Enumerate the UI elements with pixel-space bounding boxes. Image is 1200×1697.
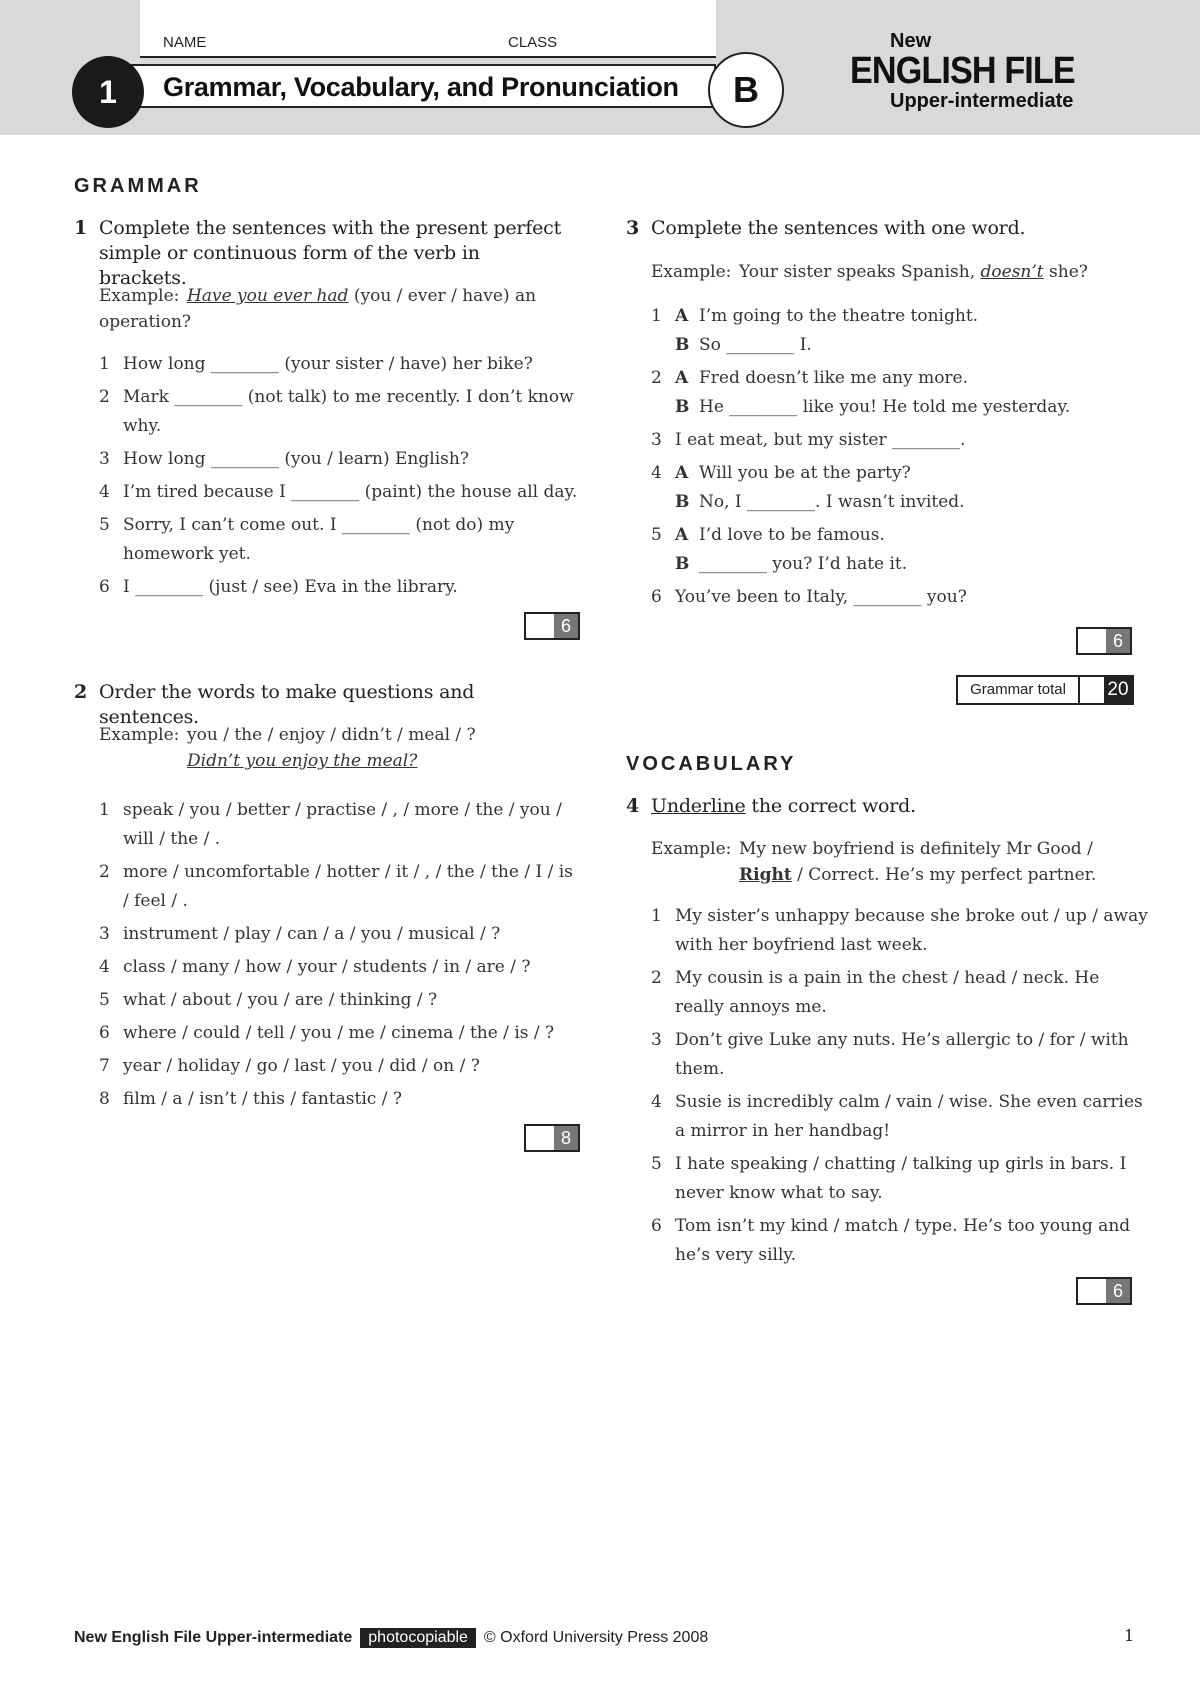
dialogue-text: So ________ I. bbox=[699, 335, 812, 355]
grammar-total-blank[interactable] bbox=[1080, 677, 1104, 703]
item-text: what / about / you / are / thinking / ? bbox=[123, 990, 438, 1010]
item-text: where / could / tell / you / me / cinema / the / is / ? bbox=[123, 1023, 555, 1043]
ex1-number: 1 bbox=[74, 217, 88, 239]
footer-book: New English File Upper-intermediate bbox=[74, 1629, 353, 1646]
footer bbox=[74, 1628, 708, 1648]
list-item bbox=[99, 383, 579, 441]
item-text: Susie is incredibly calm / vain / wise. She even carries a mirror in her handbag! bbox=[675, 1092, 1143, 1141]
ex1-example-answer: Have you ever had bbox=[187, 286, 349, 306]
item-number: 7 bbox=[99, 1056, 110, 1076]
item-number: 6 bbox=[99, 577, 110, 597]
item-number: 8 bbox=[99, 1089, 110, 1109]
item-number: 5 bbox=[99, 515, 110, 535]
item-number: 3 bbox=[99, 449, 110, 469]
speaker-b: B bbox=[675, 492, 690, 512]
item-number: 2 bbox=[651, 968, 662, 988]
class-label: CLASS bbox=[508, 34, 558, 51]
ex1-score-box[interactable] bbox=[524, 612, 580, 640]
item-text: I’m tired because I ________ (paint) the house all day. bbox=[123, 482, 578, 502]
item-text: You’ve been to Italy, ________ you? bbox=[675, 587, 967, 607]
ex4-instruction bbox=[626, 794, 1151, 819]
item-number: 3 bbox=[651, 1030, 662, 1050]
list-item bbox=[651, 902, 1151, 960]
ex2-score-box[interactable] bbox=[524, 1124, 580, 1152]
ex2-example bbox=[99, 722, 579, 774]
grammar-total-label: Grammar total bbox=[958, 677, 1080, 703]
name-line bbox=[140, 56, 716, 58]
item-text: Tom isn’t my kind / match / type. He’s too young and he’s very silly. bbox=[675, 1216, 1131, 1265]
item-text: Sorry, I can’t come out. I ________ (not do) my homework yet. bbox=[123, 515, 515, 564]
dialogue-line-b bbox=[675, 550, 1151, 579]
list-item bbox=[651, 364, 1151, 422]
list-item bbox=[651, 1088, 1151, 1146]
list-item bbox=[651, 1212, 1151, 1270]
ex2-example-label: Example: bbox=[99, 725, 180, 745]
grammar-heading: GRAMMAR bbox=[74, 175, 202, 197]
item-text: speak / you / better / practise / , / more / the / you / will / the / . bbox=[123, 800, 562, 849]
item-number: 3 bbox=[651, 430, 662, 450]
ex3-instruction bbox=[626, 216, 1151, 241]
ex3-score-box[interactable] bbox=[1076, 627, 1132, 655]
list-item bbox=[651, 521, 1151, 579]
item-text: Mark ________ (not talk) to me recently. I don’t know why. bbox=[123, 387, 574, 436]
list-item bbox=[99, 445, 579, 474]
item-number: 4 bbox=[651, 463, 662, 483]
dialogue-line-a bbox=[675, 459, 1151, 488]
list-item bbox=[99, 858, 579, 916]
ex3-items bbox=[651, 302, 1151, 616]
footer-copyright: © Oxford University Press 2008 bbox=[483, 1629, 709, 1646]
ex3-example-label: Example: bbox=[651, 262, 732, 282]
dialogue-line-b bbox=[675, 393, 1151, 422]
item-number: 5 bbox=[651, 1154, 662, 1174]
list-item bbox=[99, 573, 579, 602]
test-version-badge: B bbox=[708, 52, 784, 128]
speaker-a: A bbox=[675, 368, 689, 388]
dialogue-text: No, I ________. I wasn’t invited. bbox=[699, 492, 965, 512]
list-item bbox=[651, 459, 1151, 517]
ex3-example bbox=[651, 259, 1151, 285]
ex1-instruction bbox=[74, 216, 569, 291]
list-item bbox=[651, 426, 1151, 455]
dialogue-line-a bbox=[675, 302, 1151, 331]
dialogue-line-a bbox=[675, 364, 1151, 393]
list-item bbox=[99, 1019, 579, 1048]
dialogue-text: I’d love to be famous. bbox=[699, 525, 885, 545]
ex4-example-line2: / Correct. He’s my perfect partner. bbox=[791, 865, 1097, 885]
ex1-example-label: Example: bbox=[99, 286, 180, 306]
ex2-items bbox=[99, 796, 579, 1118]
grammar-total-score: 20 bbox=[1104, 677, 1132, 703]
dialogue-line-a bbox=[675, 521, 1151, 550]
list-item bbox=[651, 302, 1151, 360]
page-number: 1 bbox=[1124, 1626, 1135, 1645]
ex4-score-box[interactable] bbox=[1076, 1277, 1132, 1305]
list-item bbox=[99, 1085, 579, 1114]
ex3-instruction-text: Complete the sentences with one word. bbox=[651, 217, 1026, 239]
dialogue-text: Will you be at the party? bbox=[699, 463, 911, 483]
item-text: Don’t give Luke any nuts. He’s allergic to / for / with them. bbox=[675, 1030, 1129, 1079]
item-number: 2 bbox=[651, 368, 662, 388]
item-number: 5 bbox=[651, 525, 662, 545]
item-text: How long ________ (you / learn) English? bbox=[123, 449, 469, 469]
list-item bbox=[651, 1150, 1151, 1208]
brand-line2: ENGLISH FILE bbox=[850, 50, 1075, 92]
ex4-example-answer: Right bbox=[739, 865, 792, 885]
ex1-score: 6 bbox=[554, 614, 578, 638]
ex3-example-after: she? bbox=[1043, 262, 1088, 282]
item-number: 6 bbox=[651, 1216, 662, 1236]
item-number: 1 bbox=[651, 306, 662, 326]
grammar-total-box bbox=[956, 675, 1134, 705]
name-class-field bbox=[140, 0, 716, 56]
item-text: more / uncomfortable / hotter / it / , / the / the / I / is / feel / . bbox=[123, 862, 573, 911]
vocabulary-heading: VOCABULARY bbox=[626, 753, 797, 775]
item-text: How long ________ (your sister / have) her bike? bbox=[123, 354, 533, 374]
speaker-b: B bbox=[675, 335, 690, 355]
ex3-example-before: Your sister speaks Spanish, bbox=[739, 262, 981, 282]
item-number: 4 bbox=[99, 957, 110, 977]
ex4-example-line1: My new boyfriend is definitely Mr Good / bbox=[739, 839, 1093, 859]
dialogue-text: I’m going to the theatre tonight. bbox=[699, 306, 979, 326]
item-number: 5 bbox=[99, 990, 110, 1010]
dialogue-line-b bbox=[675, 488, 1151, 517]
item-number: 4 bbox=[651, 1092, 662, 1112]
item-number: 4 bbox=[99, 482, 110, 502]
list-item bbox=[99, 511, 579, 569]
item-number: 2 bbox=[99, 387, 110, 407]
list-item bbox=[99, 478, 579, 507]
ex1-items bbox=[99, 350, 579, 606]
item-number: 1 bbox=[99, 354, 110, 374]
ex4-example bbox=[651, 836, 1151, 888]
ex2-instruction-text: Order the words to make questions and sentences. bbox=[99, 681, 475, 728]
footer-photocopiable: photocopiable bbox=[360, 1628, 476, 1648]
ex4-score: 6 bbox=[1106, 1279, 1130, 1303]
name-label: NAME bbox=[163, 34, 207, 51]
list-item bbox=[99, 350, 579, 379]
item-number: 6 bbox=[651, 587, 662, 607]
ex1-instruction-text: Complete the sentences with the present perfect simple or continuous form of the verb in brackets. bbox=[99, 217, 562, 289]
ex1-example bbox=[99, 283, 569, 335]
item-text: I ________ (just / see) Eva in the library. bbox=[123, 577, 458, 597]
ex1-example-rest: (you / ever / have) an operation? bbox=[99, 286, 537, 332]
item-number: 2 bbox=[99, 862, 110, 882]
ex4-example-label: Example: bbox=[651, 839, 732, 859]
ex4-items bbox=[651, 902, 1151, 1274]
ex3-example-answer: doesn’t bbox=[980, 262, 1044, 282]
speaker-b: B bbox=[675, 397, 690, 417]
list-item bbox=[99, 953, 579, 982]
item-text: film / a / isn’t / this / fantastic / ? bbox=[123, 1089, 402, 1109]
item-text: instrument / play / can / a / you / musical / ? bbox=[123, 924, 501, 944]
ex2-score: 8 bbox=[554, 1126, 578, 1150]
list-item bbox=[99, 1052, 579, 1081]
item-text: class / many / how / your / students / in / are / ? bbox=[123, 957, 531, 977]
dialogue-text: Fred doesn’t like me any more. bbox=[699, 368, 969, 388]
unit-number-badge: 1 bbox=[72, 56, 144, 128]
item-number: 1 bbox=[651, 906, 662, 926]
ex3-score: 6 bbox=[1106, 629, 1130, 653]
speaker-a: A bbox=[675, 525, 689, 545]
ex2-example-answer: Didn’t you enjoy the meal? bbox=[187, 751, 418, 771]
item-number: 1 bbox=[99, 800, 110, 820]
ex3-number: 3 bbox=[626, 217, 640, 239]
item-text: My cousin is a pain in the chest / head / neck. He really annoys me. bbox=[675, 968, 1100, 1017]
brand-line3: Upper-intermediate bbox=[890, 90, 1074, 112]
item-text: My sister’s unhappy because she broke out / up / away with her boyfriend last week. bbox=[675, 906, 1148, 955]
list-item bbox=[99, 986, 579, 1015]
brand-line1: New bbox=[890, 30, 932, 52]
item-number: 6 bbox=[99, 1023, 110, 1043]
ex2-example-prompt: you / the / enjoy / didn’t / meal / ? bbox=[187, 725, 476, 745]
list-item bbox=[651, 1026, 1151, 1084]
list-item bbox=[99, 920, 579, 949]
item-number: 3 bbox=[99, 924, 110, 944]
ex4-number: 4 bbox=[626, 795, 640, 817]
dialogue-line-b bbox=[675, 331, 1151, 360]
item-text: year / holiday / go / last / you / did / on / ? bbox=[123, 1056, 480, 1076]
list-item bbox=[651, 964, 1151, 1022]
speaker-b: B bbox=[675, 554, 690, 574]
speaker-a: A bbox=[675, 463, 689, 483]
item-text: I eat meat, but my sister ________. bbox=[675, 430, 966, 450]
ex4-instruction-underline: Underline bbox=[651, 795, 746, 817]
dialogue-text: He ________ like you! He told me yesterday. bbox=[699, 397, 1071, 417]
list-item bbox=[651, 583, 1151, 612]
item-text: I hate speaking / chatting / talking up girls in bars. I never know what to say. bbox=[675, 1154, 1127, 1203]
ex4-instruction-rest: the correct word. bbox=[745, 795, 916, 817]
list-item bbox=[99, 796, 579, 854]
dialogue-text: ________ you? I’d hate it. bbox=[699, 554, 908, 574]
ex2-number: 2 bbox=[74, 681, 88, 703]
speaker-a: A bbox=[675, 306, 689, 326]
page-title: Grammar, Vocabulary, and Pronunciation bbox=[163, 72, 679, 102]
